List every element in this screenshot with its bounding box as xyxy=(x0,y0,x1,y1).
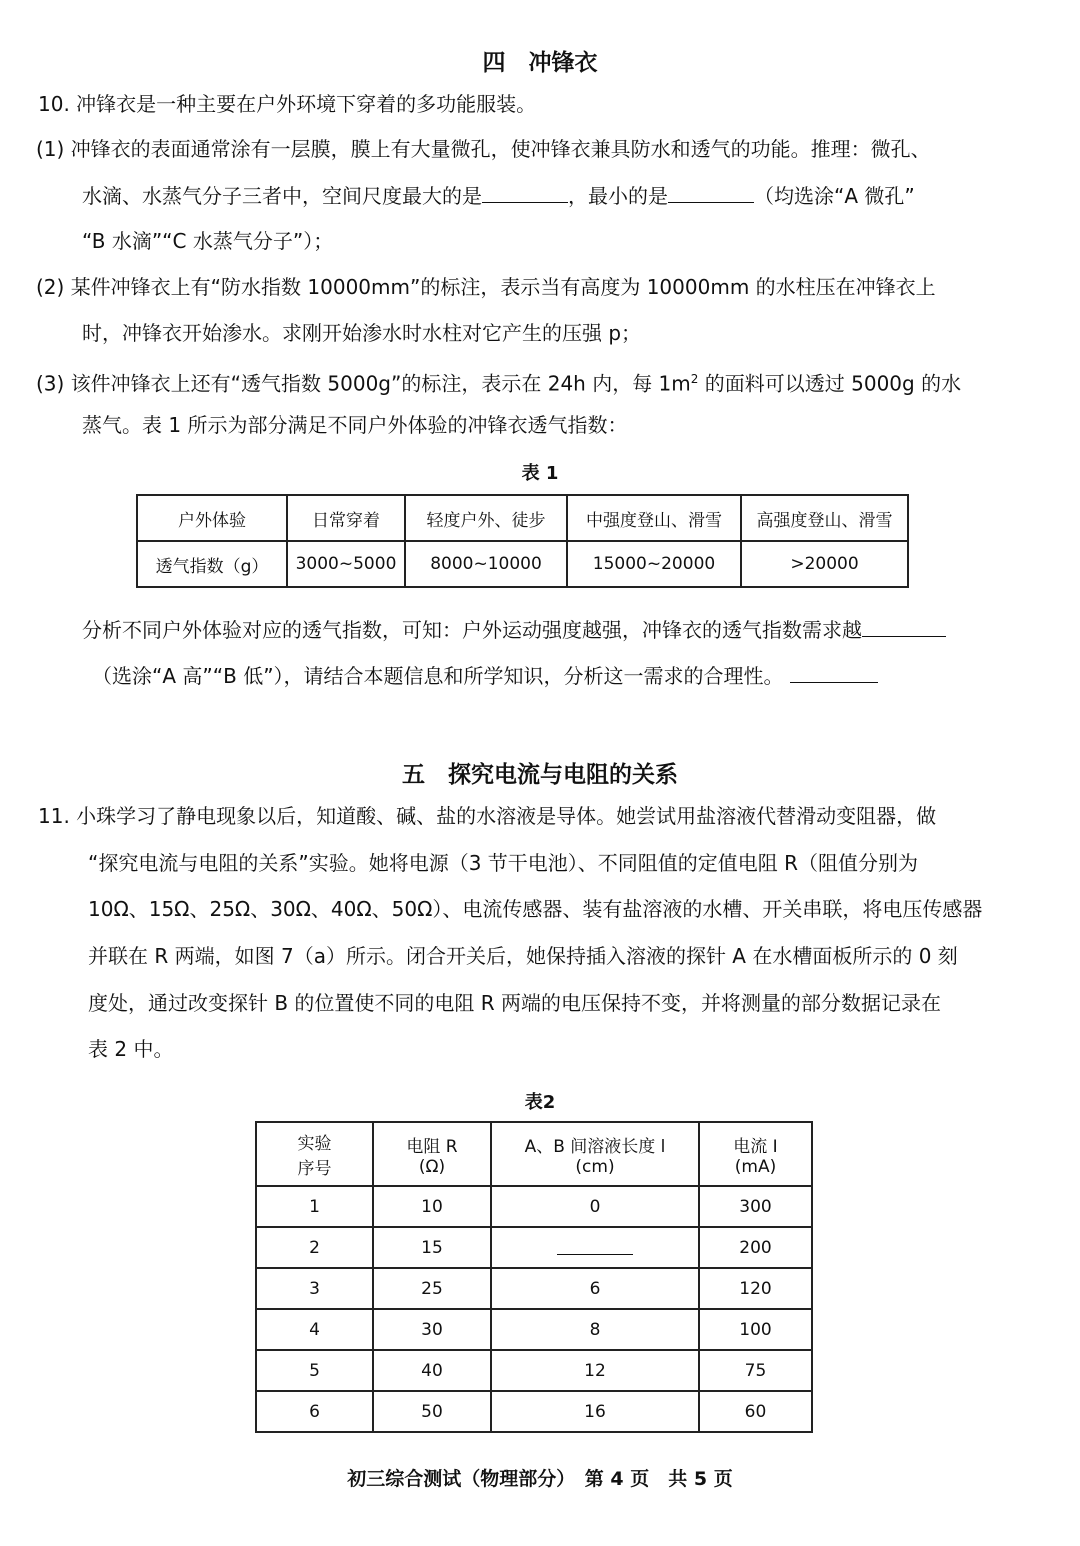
table2-cell: 16 xyxy=(491,1391,699,1432)
header-text: 电阻 R xyxy=(406,1136,458,1157)
table2-cell: 12 xyxy=(491,1350,699,1391)
table2-cell: 8 xyxy=(491,1309,699,1350)
table2-cell: 40 xyxy=(373,1350,491,1391)
table2-cell: 200 xyxy=(699,1227,812,1268)
q11-line1: 11. 小珠学习了静电现象以后，知道酸、碱、盐的水溶液是导体。她尝试用盐溶液代替滑动变阻器，做 xyxy=(38,804,937,828)
table1-cell: 中强度登山、滑雪 xyxy=(567,495,741,541)
table2-header-cell xyxy=(699,1122,812,1186)
table2-header-cell xyxy=(373,1122,491,1186)
analysis-text: 分析不同户外体验对应的透气指数，可知：户外运动强度越强，冲锋衣的透气指数需求越 xyxy=(82,618,862,642)
table1-cell: 日常穿着 xyxy=(287,495,405,541)
q10-part1-text-b: ，最小的是 xyxy=(568,184,668,208)
table1-cell: 3000~5000 xyxy=(287,541,405,587)
section-4-title: 四 冲锋衣 xyxy=(482,50,598,76)
q10-part3-text-a: (3) 该件冲锋衣上还有“透气指数 5000g”的标注，表示在 24h 内，每 1m xyxy=(36,371,691,396)
q10-part2-line1: (2) 某件冲锋衣上有“防水指数 10000mm”的标注，表示当有高度为 10000mm 的水柱压在冲锋衣上 xyxy=(36,275,936,299)
table2-cell: 25 xyxy=(373,1268,491,1309)
q11-line6: 表 2 中。 xyxy=(88,1037,174,1061)
table2-cell-blank[interactable] xyxy=(491,1227,699,1268)
analysis-line1 xyxy=(82,615,946,645)
table2-cell: 10 xyxy=(373,1186,491,1227)
table2-caption: 表2 xyxy=(524,1092,556,1113)
table1-cell: 高强度登山、滑雪 xyxy=(741,495,908,541)
table-row xyxy=(256,1391,812,1432)
q10-part3-line1 xyxy=(36,364,961,399)
q10-part3-text-b: 的面料可以透过 5000g 的水 xyxy=(698,371,962,396)
header-text: (Ω) xyxy=(418,1156,446,1177)
table2-cell: 6 xyxy=(256,1391,373,1432)
superscript-2: 2 xyxy=(690,372,699,386)
question-10-stem: 10. 冲锋衣是一种主要在户外环境下穿着的多功能服装。 xyxy=(38,92,537,116)
table1-cell: 户外体验 xyxy=(137,495,287,541)
header-text: 电流 I xyxy=(733,1136,778,1157)
table1-cell: 轻度户外、徒步 xyxy=(405,495,567,541)
header-text: (cm) xyxy=(575,1156,615,1177)
q10-part1-line2 xyxy=(82,181,915,211)
table2-cell: 6 xyxy=(491,1268,699,1309)
table2-header-cell xyxy=(491,1122,699,1186)
table2-cell: 15 xyxy=(373,1227,491,1268)
answer-blank-reason[interactable] xyxy=(790,664,878,683)
section-5-title: 五 探究电流与电阻的关系 xyxy=(402,762,678,788)
page-footer: 初三综合测试（物理部分） 第 4 页 共 5 页 xyxy=(347,1468,733,1490)
table2-cell: 300 xyxy=(699,1186,812,1227)
header-text: 序号 xyxy=(297,1159,332,1179)
q10-part2-line2: 时，冲锋衣开始渗水。求刚开始渗水时水柱对它产生的压强 p； xyxy=(82,321,642,345)
table-row xyxy=(256,1227,812,1268)
answer-blank-demand[interactable] xyxy=(862,618,946,637)
q10-part1-text-a: 水滴、水蒸气分子三者中，空间尺度最大的是 xyxy=(82,184,482,208)
header-text: A、B 间溶液长度 l xyxy=(524,1136,666,1157)
q10-part3-line2: 蒸气。表 1 所示为部分满足不同户外体验的冲锋衣透气指数： xyxy=(82,413,628,437)
q11-line4: 并联在 R 两端，如图 7（a）所示。闭合开关后，她保持插入溶液的探针 A 在水槽面板所示的 0 刻 xyxy=(88,944,958,968)
header-text: 实验 xyxy=(297,1134,332,1154)
q10-part1-line1: (1) 冲锋衣的表面通常涂有一层膜，膜上有大量微孔，使冲锋衣兼具防水和透气的功能。推理：微孔、 xyxy=(36,137,931,161)
table2-cell: 120 xyxy=(699,1268,812,1309)
header-text: (mA) xyxy=(734,1156,777,1177)
table2-cell: 60 xyxy=(699,1391,812,1432)
answer-blank-largest[interactable] xyxy=(482,184,568,203)
table1-caption: 表 1 xyxy=(521,463,559,484)
q10-part1-line3: “B 水滴”“C 水蒸气分子”）； xyxy=(82,229,334,253)
table2-cell: 4 xyxy=(256,1309,373,1350)
q11-line5: 度处，通过改变探针 B 的位置使不同的电阻 R 两端的电压保持不变，并将测量的部分数据记录在 xyxy=(88,991,942,1015)
table1-cell: 透气指数（g） xyxy=(137,541,287,587)
table2-cell: 100 xyxy=(699,1309,812,1350)
q11-line2: “探究电流与电阻的关系”实验。她将电源（3 节干电池）、不同阻值的定值电阻 R（阻值分别为 xyxy=(88,851,919,875)
table1-data-row xyxy=(137,541,908,587)
table-row xyxy=(256,1309,812,1350)
table2-cell: 3 xyxy=(256,1268,373,1309)
table2-header-row xyxy=(256,1122,812,1186)
table-row xyxy=(256,1186,812,1227)
q11-line3: 10Ω、15Ω、25Ω、30Ω、40Ω、50Ω）、电流传感器、装有盐溶液的水槽、开关串联，将电压传感器 xyxy=(88,897,983,921)
analysis-text-2: （选涂“A 高”“B 低”），请结合本题信息和所学知识，分析这一需求的合理性。 xyxy=(92,664,784,688)
table2-cell: 0 xyxy=(491,1186,699,1227)
table2-cell: 5 xyxy=(256,1350,373,1391)
table1-header-row xyxy=(137,495,908,541)
table-2 xyxy=(255,1121,813,1433)
table2-cell: 2 xyxy=(256,1227,373,1268)
table2-cell: 30 xyxy=(373,1309,491,1350)
table1-cell: 8000~10000 xyxy=(405,541,567,587)
table2-header-cell xyxy=(256,1122,373,1186)
q10-part1-text-c: （均选涂“A 微孔” xyxy=(754,184,915,208)
answer-blank-smallest[interactable] xyxy=(668,184,754,203)
table2-cell: 50 xyxy=(373,1391,491,1432)
table2-cell: 75 xyxy=(699,1350,812,1391)
table2-cell: 1 xyxy=(256,1186,373,1227)
table1-cell: >20000 xyxy=(741,541,908,587)
table1-cell: 15000~20000 xyxy=(567,541,741,587)
answer-blank-length[interactable] xyxy=(557,1236,633,1255)
table-row xyxy=(256,1268,812,1309)
analysis-line2 xyxy=(92,661,878,691)
table-1 xyxy=(136,494,909,588)
table-row xyxy=(256,1350,812,1391)
